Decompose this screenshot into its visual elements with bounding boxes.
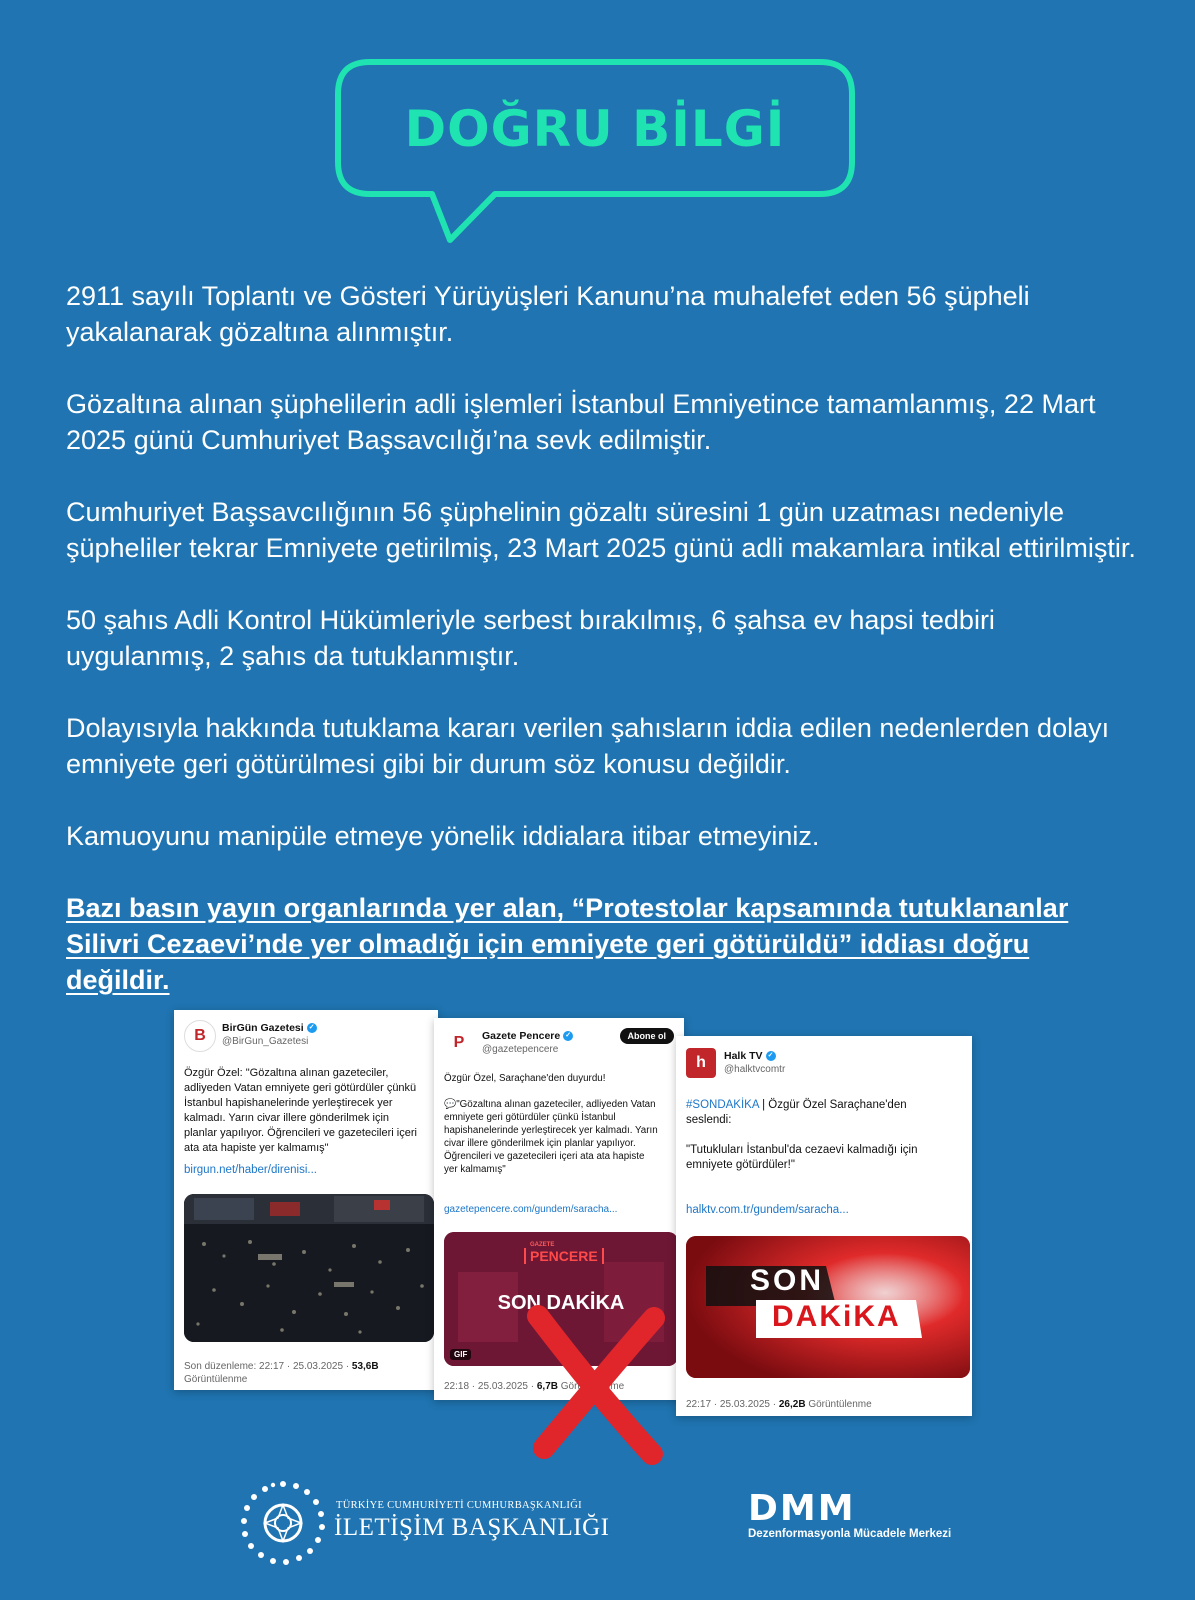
tweet-text-body: | Özgür Özel Saraçhane'den seslendi: "Tutukluları İstanbul'da cezaevi kalmadığı için emniyete götürdüler!" bbox=[686, 1099, 918, 1171]
account-handle[interactable]: @BirGun_Gazetesi bbox=[222, 1036, 309, 1047]
header-bubble bbox=[330, 56, 860, 256]
account-name[interactable] bbox=[222, 1022, 317, 1034]
verified-icon: ✓ bbox=[563, 1031, 573, 1041]
account-name[interactable] bbox=[724, 1050, 776, 1062]
account-name[interactable] bbox=[482, 1030, 573, 1042]
account-name-text: Gazete Pencere bbox=[482, 1030, 561, 1042]
footer-left-big: İLETİŞİM BAŞKANLIĞI bbox=[334, 1514, 610, 1541]
tweet-meta bbox=[686, 1398, 970, 1411]
paragraph-5: Dolayısıyla hakkında tutuklama kararı verilen şahısların iddia edilen nedenlerden dolayı emniyete geri götürülmesi gibi bir durum söz konusu değildir. bbox=[66, 713, 1110, 779]
paragraph-4: 50 şahıs Adli Kontrol Hükümleriyle serbest bırakılmış, 6 şahsa ev hapsi tedbiri uygulanmış, 2 şahıs da tutuklanmıştır. bbox=[66, 605, 995, 671]
tweet-text: Özgür Özel: "Gözaltına alınan gazeteciler, adliyeden Vatan emniyete geri götürdüler çünkü İstanbul hapishanelerinde yerleştirecek yer kalmadı. Yarın civar illere gönderilmek için planlar yapılıyor. Öğrencileri ve gazetecileri içeri ata ata hapiste yer kalmamış" bbox=[184, 1067, 417, 1154]
red-cross-icon bbox=[510, 1298, 680, 1468]
image-headline: SON DAKİKA bbox=[497, 1292, 625, 1314]
paragraph-6: Kamuoyunu manipüle etmeye yönelik iddialara itibar etmeyiniz. bbox=[66, 821, 820, 851]
gif-badge: GIF bbox=[450, 1349, 471, 1360]
dmm-text: Dezenformasyonla Mücadele Merkezi bbox=[748, 1528, 952, 1540]
pencere-logo-icon bbox=[444, 1028, 474, 1058]
follow-button[interactable]: Abone ol bbox=[620, 1028, 675, 1044]
image-brand-small: GAZETE bbox=[530, 1242, 555, 1248]
tweet-meta bbox=[184, 1360, 434, 1386]
tweet-card-birgun bbox=[174, 1010, 438, 1390]
tweet-views-label: Görüntülenme bbox=[560, 1381, 625, 1392]
image-line-2: DAKiKA bbox=[772, 1300, 901, 1333]
tweet-views-label: Görüntülenme bbox=[184, 1374, 248, 1385]
tweet-text bbox=[686, 1098, 966, 1173]
paragraph-2: Gözaltına alınan şüphelilerin adli işlemleri İstanbul Emniyetince tamamlanmış, 22 Mart 2025 günü Cumhuriyet Başsavcılığı’na sevk edilmiştir. bbox=[66, 389, 1096, 455]
account-name-text: Halk TV bbox=[724, 1050, 763, 1062]
tweet-timestamp: 22:18 · 25.03.2025 · bbox=[444, 1381, 537, 1392]
tweet-link[interactable]: birgun.net/haber/direnisi... bbox=[184, 1164, 317, 1176]
birgun-logo-icon bbox=[184, 1020, 216, 1052]
logo-letter: B bbox=[194, 1027, 206, 1044]
footer-dmm bbox=[748, 1488, 968, 1554]
halktv-logo-icon bbox=[686, 1048, 716, 1078]
account-handle[interactable]: @halktvcomtr bbox=[724, 1064, 786, 1075]
main-text bbox=[66, 278, 1136, 1034]
verified-icon: ✓ bbox=[307, 1023, 317, 1033]
tweet-views-label: Görüntülenme bbox=[808, 1399, 872, 1410]
tweet-image-breaking[interactable] bbox=[686, 1236, 970, 1378]
page-title: DOĞRU BİLGİ bbox=[404, 100, 786, 158]
image-line-1: SON bbox=[750, 1264, 825, 1297]
tweet-views: 6,7B bbox=[536, 1381, 558, 1392]
logo-letter: h bbox=[696, 1054, 706, 1071]
tweet-hashtag[interactable]: #SONDAKİKA bbox=[686, 1099, 759, 1111]
tweet-text: Özgür Özel, Saraçhane'den duyurdu! 💬"Gözaltına alınan gazeteciler, adliyeden Vatan emniyete geri götürdüler çünkü İstanbul hapishanelerinde yerleştirecek yer kalmadı. Yarın civar illere gönderilmek için planlar yapılıyor. Öğrencileri ve gazetecileri içeri ata ata hapiste yer kalmamış" bbox=[444, 1073, 658, 1175]
account-name-text: BirGün Gazetesi bbox=[222, 1022, 304, 1034]
image-brand: PENCERE bbox=[524, 1248, 604, 1264]
tweet-views: 53,6B bbox=[351, 1361, 379, 1372]
tweet-timestamp: Son düzenleme: 22:17 · 25.03.2025 · bbox=[184, 1361, 352, 1372]
dmm-logo: DMM bbox=[748, 1488, 856, 1529]
tweet-image-crowd[interactable] bbox=[184, 1194, 434, 1342]
crowd-photo-icon bbox=[184, 1194, 434, 1342]
tweet-timestamp: 22:17 · 25.03.2025 · bbox=[686, 1399, 779, 1410]
presidency-seal-icon bbox=[238, 1478, 328, 1568]
tweet-card-halktv bbox=[676, 1036, 972, 1416]
verified-icon: ✓ bbox=[766, 1051, 776, 1061]
tweet-views: 26,2B bbox=[778, 1399, 806, 1410]
paragraph-3: Cumhuriyet Başsavcılığının 56 şüphelinin gözaltı süresini 1 gün uzatması nedeniyle şüpheliler tekrar Emniyete getirilmiş, 23 Mart 2025 günü adli makamlara intikal ettirilmiştir. bbox=[66, 497, 1136, 563]
account-handle[interactable]: @gazetepencere bbox=[482, 1044, 559, 1055]
footer-iletisim bbox=[238, 1478, 618, 1568]
footer-left-top: TÜRKİYE CUMHURİYETİ CUMHURBAŞKANLIĞI bbox=[336, 1500, 582, 1511]
tweet-link[interactable]: gazetepencere.com/gundem/saracha... bbox=[444, 1204, 618, 1215]
paragraph-1: 2911 sayılı Toplantı ve Gösteri Yürüyüşleri Kanunu’na muhalefet eden 56 şüpheli yakalanarak gözaltına alınmıştır. bbox=[66, 281, 1030, 347]
claim-statement: Bazı basın yayın organlarında yer alan, “Protestolar kapsamında tutuklananlar Silivri Cezaevi’nde yer olmadığı için emniyete geri götürüldü” iddiası doğru değildir. bbox=[66, 893, 1069, 995]
tweet-link[interactable]: halktv.com.tr/gundem/saracha... bbox=[686, 1204, 849, 1216]
logo-letter: P bbox=[453, 1034, 465, 1051]
